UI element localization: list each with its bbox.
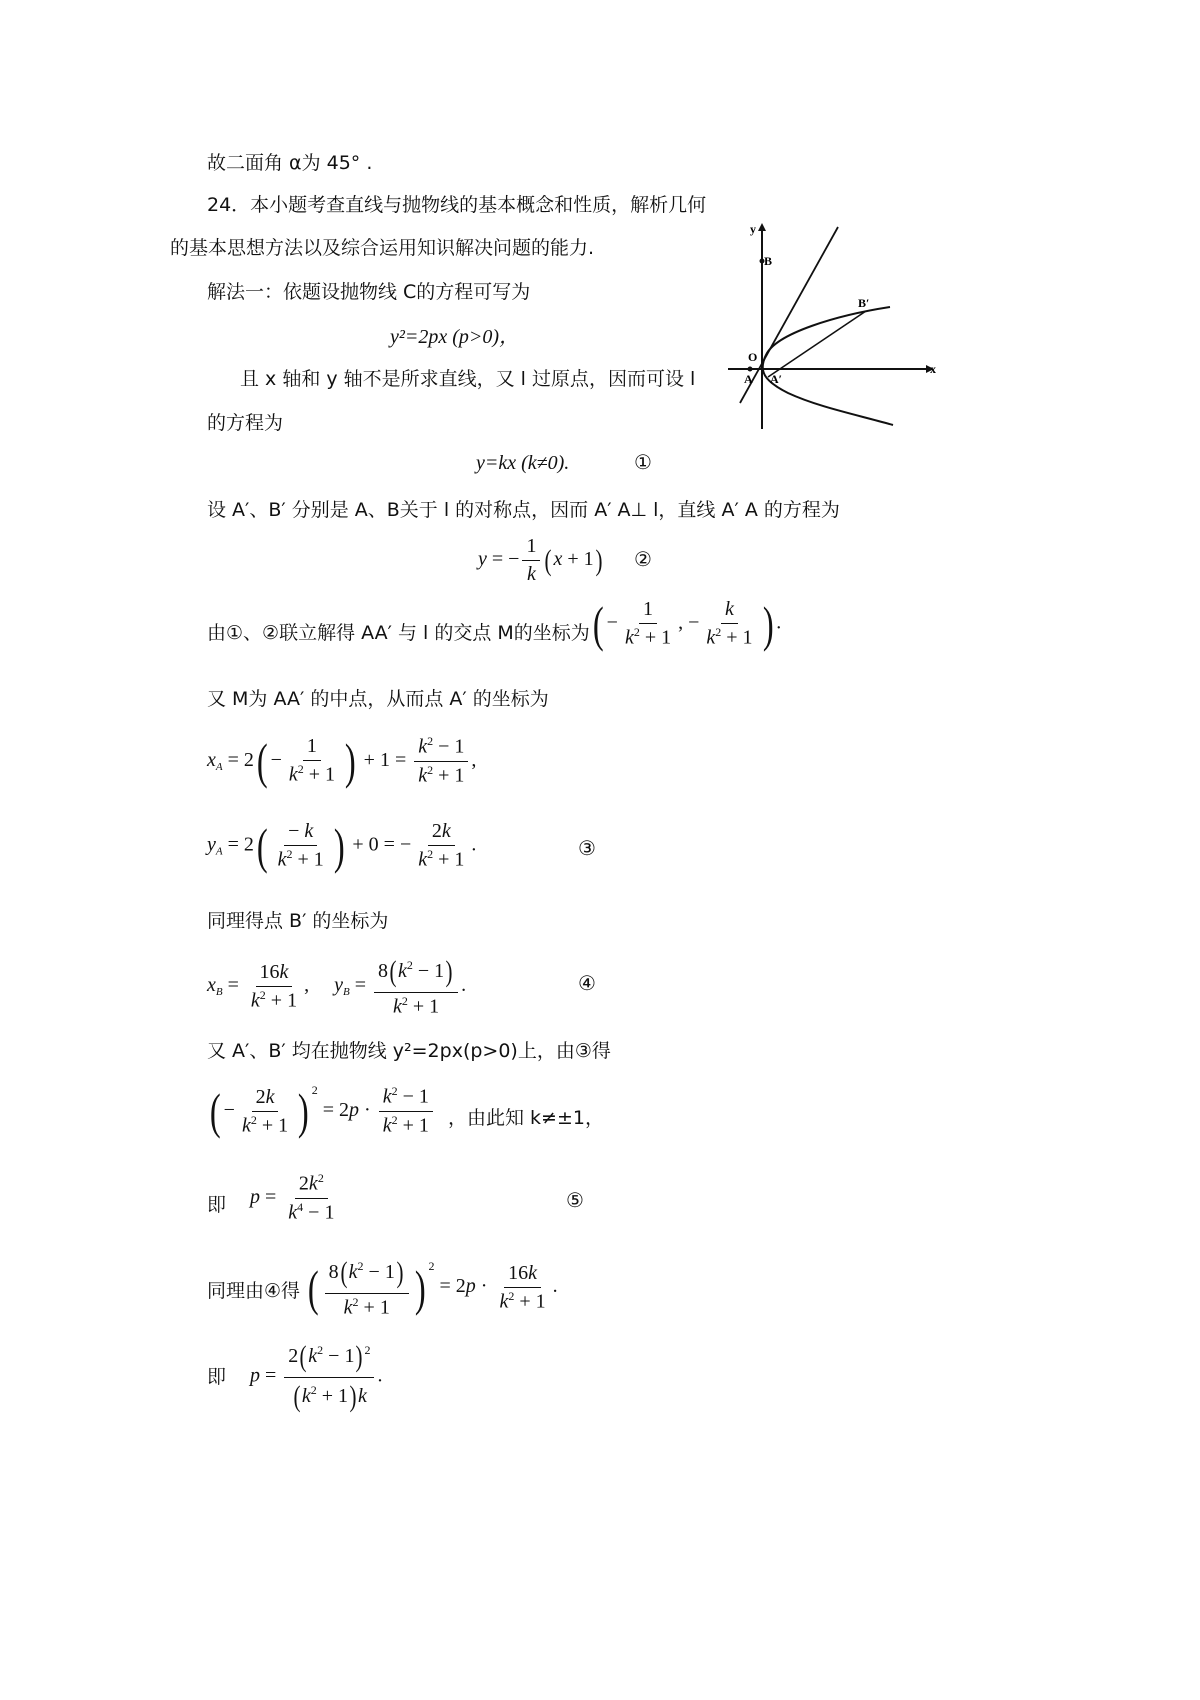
intersection-text: 由①、②联立解得 AA′ 与 l 的交点 M的坐标为 bbox=[207, 622, 590, 644]
line-l bbox=[740, 227, 838, 403]
eq-marker-3: ③ bbox=[578, 836, 596, 860]
parabola-equation: y²=2px (p>0)， bbox=[390, 326, 520, 348]
line-l-equation-intro: 的方程为 bbox=[207, 412, 284, 434]
equation-2: y = − $\frac{1}{k}$ (x + 1) bbox=[478, 535, 603, 585]
substitution-A-equation: ( − $\frac{2k}{k^2 + 1}$ ) $^2$ = 2p · $\frac{k^2 - 1}{k^2 + 1}$ bbox=[207, 1083, 436, 1138]
point-A bbox=[748, 367, 753, 372]
B-coords-equation: $x_B$ = $\frac{16k}{k^2 + 1}$ , $y_B$ = $\frac{8(k^2 - 1)}{k^2 + 1}$ . bbox=[207, 955, 467, 1018]
on-parabola-text: 又 A′、B′ 均在抛物线 y²=2px(p>0)上，由③得 bbox=[207, 1040, 611, 1062]
problem-24-intro-cont: 的基本思想方法以及综合运用知识解决问题的能力. bbox=[170, 237, 595, 259]
p-result-1: p = $\frac{2k^2}{k^4 - 1}$ bbox=[250, 1171, 335, 1224]
parabola-curve bbox=[763, 307, 893, 425]
p-result-lead: 即 bbox=[207, 1194, 227, 1216]
substitution-B-lead: 同理由④得 bbox=[207, 1280, 301, 1302]
p-result-2: p = $\frac{2(k^2 - 1) ^2}{(k^2 + 1)k}$ . bbox=[250, 1340, 383, 1413]
eq-marker-2: ② bbox=[634, 547, 652, 571]
label-A: A bbox=[744, 372, 753, 386]
label-B-prime: B′ bbox=[858, 296, 870, 310]
yA-equation: $y_A = 2$( $\frac{- k}{k^2 + 1}$ ) + 0 = − $\frac{2k}{k^2 + 1}$ . bbox=[207, 817, 477, 874]
y-axis-arrow bbox=[758, 223, 766, 231]
label-x: x bbox=[930, 362, 936, 376]
eq-marker-5: ⑤ bbox=[566, 1188, 584, 1212]
label-y: y bbox=[750, 222, 756, 236]
label-B: B bbox=[764, 254, 773, 268]
intersection-coords: ( − $\frac{1}{k^2 + 1}$ , − $\frac{k}{k^2 + 1}$ ) . bbox=[592, 595, 782, 652]
solution-one-heading: 解法一：依题设抛物线 C的方程可写为 bbox=[207, 281, 531, 303]
line-l-equation: y=kx (k≠0). bbox=[476, 452, 570, 474]
substitution-B-equation: ( $\frac{8(k^2 - 1)}{k^2 + 1}$ ) $^2$ = 2p · $\frac{16k}{k^2 + 1}$ . bbox=[307, 1256, 558, 1319]
xA-equation: $x_A = 2$( − $\frac{1}{k^2 + 1}$ ) + 1 = $\frac{k^2 - 1}{k^2 + 1}$ , bbox=[207, 733, 477, 790]
label-O: O bbox=[748, 350, 758, 364]
point-B-text: 同理得点 B′ 的坐标为 bbox=[207, 910, 389, 932]
label-A-prime: A′ bbox=[770, 372, 783, 386]
eq-marker-1: ① bbox=[634, 450, 652, 474]
midpoint-text: 又 M为 AA′ 的中点，从而点 A′ 的坐标为 bbox=[207, 688, 549, 710]
line-conclusion: 故二面角 α为 45° . bbox=[207, 152, 373, 174]
line-AB-prime bbox=[768, 311, 866, 377]
symmetric-points-text: 设 A′、B′ 分别是 A、B关于 l 的对称点，因而 A′ A⊥ l，直线 A′ A 的方程为 bbox=[207, 499, 840, 521]
eq-marker-4: ④ bbox=[578, 971, 596, 995]
parabola-figure bbox=[728, 215, 948, 435]
p-result-2-lead: 即 bbox=[207, 1366, 227, 1388]
line-l-assumption: 且 x 轴和 y 轴不是所求直线，又 l 过原点，因而可设 l bbox=[240, 368, 696, 390]
k-condition-text: ，由此知 k≠±1， bbox=[448, 1107, 604, 1129]
problem-24-intro: 24．本小题考查直线与抛物线的基本概念和性质，解析几何 bbox=[207, 194, 707, 216]
